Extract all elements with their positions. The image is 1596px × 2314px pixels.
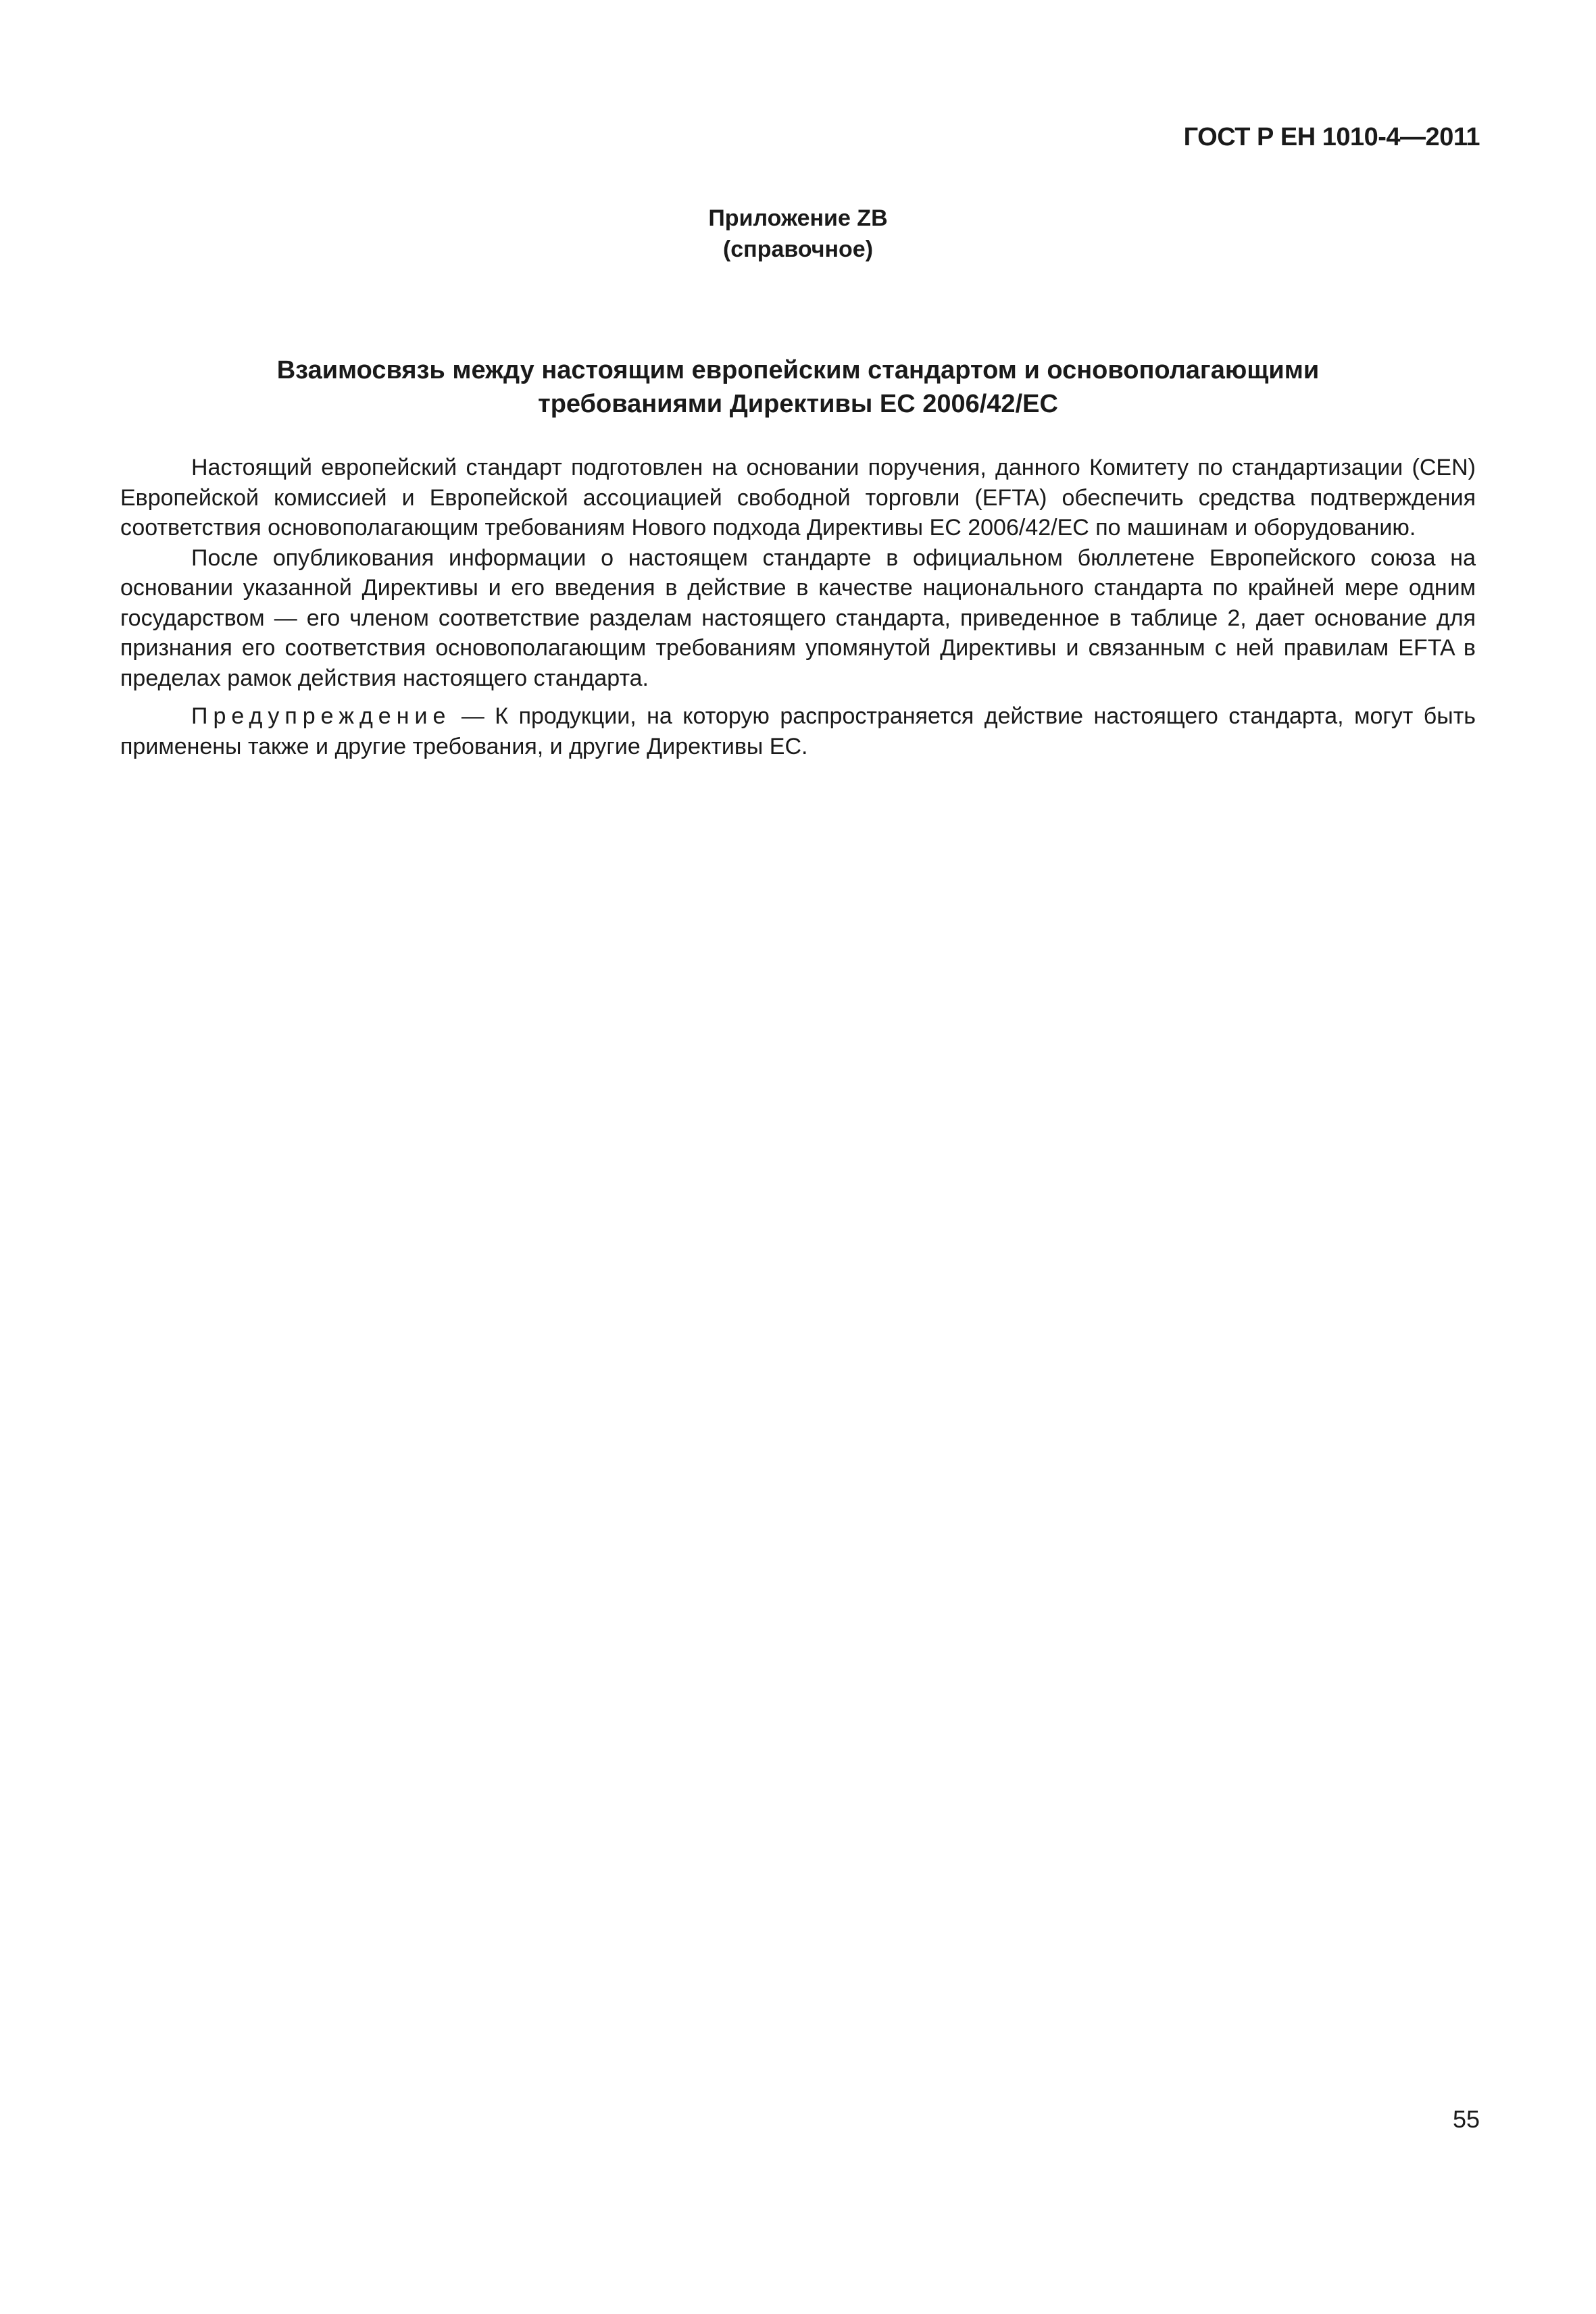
document-code: ГОСТ Р ЕН 1010-4—2011 bbox=[1183, 123, 1480, 151]
warning-text: — К продукции, на которую распространяется действие настоящего стандарта, могут быть применены также и другие требования, и другие Директивы ЕС. bbox=[120, 703, 1476, 759]
appendix-heading bbox=[0, 203, 1596, 265]
appendix-label: Приложение ZB bbox=[708, 205, 888, 231]
paragraph-2: После опубликования информации о настоящем стандарте в официальном бюллетене Европейского союза на основании указанной Директивы и его введения в действие в качестве национального стандарта по крайней мере одним государством — его членом соответствие разделам настоящего стандарта, приведенное в таблице 2, дает основание для признания его соответствия основополагающим требованиям упомянутой Директивы и связанным с ней правилам EFTA в пределах рамок действия настоящего стандарта. bbox=[120, 545, 1476, 691]
appendix-type: (справочное) bbox=[722, 236, 874, 262]
warning-label: Предупреждение bbox=[191, 703, 451, 729]
paragraph-1: Настоящий европейский стандарт подготовлен на основании поручения, данного Комитету по стандартизации (CEN) Европейской комиссией и Европейской ассоциацией свободной торговли (EFTA) обеспечить средства подтверждения соответствия основополагающим требованиям Нового подхода Директивы ЕС 2006/42/ЕС по машинам и оборудованию. bbox=[120, 455, 1476, 540]
page-number: 55 bbox=[1452, 2105, 1480, 2133]
section-title-line-2: требованиями Директивы ЕС 2006/42/ЕС bbox=[538, 390, 1058, 418]
section-title bbox=[120, 353, 1476, 421]
section-title-line-1: Взаимосвязь между настоящим европейским стандартом и основополагающими bbox=[276, 356, 1320, 384]
warning-note bbox=[120, 701, 1476, 761]
body-text bbox=[120, 453, 1476, 761]
